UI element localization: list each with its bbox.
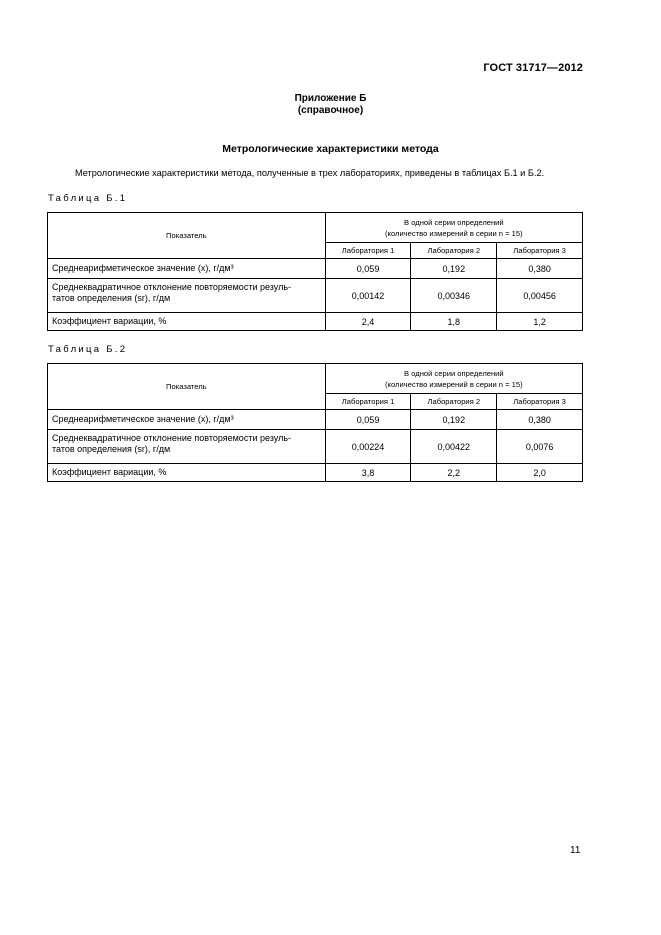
- lab-1-header: Лаборатория 1: [325, 394, 411, 410]
- table-cell: 0,0076: [497, 430, 583, 464]
- table1-caption: Таблица Б.1: [48, 193, 128, 204]
- section-title: Метрологические характеристики метода: [222, 143, 439, 155]
- lab-3-header: Лаборатория 3: [497, 394, 583, 410]
- table2-caption: Таблица Б.2: [48, 344, 128, 355]
- document-code: ГОСТ 31717—2012: [483, 62, 583, 74]
- table-cell: 0,059: [325, 410, 411, 430]
- row-label-line1: Среднеквадратичное отклонение повторяемости резуль-: [52, 282, 292, 292]
- table-cell: 0,059: [325, 259, 411, 279]
- annex-type: (справочное): [297, 105, 364, 116]
- row-label-line2: татов определения (sr), г/дм: [52, 293, 171, 303]
- table-cell: 3,8: [325, 464, 411, 482]
- table-row: [48, 464, 583, 482]
- table-row: [48, 279, 583, 313]
- table-cell: 1,2: [497, 313, 583, 331]
- row-label-line2: татов определения (sr), г/дм: [52, 444, 171, 454]
- row-label-line1: Среднеквадратичное отклонение повторяемости резуль-: [52, 433, 292, 443]
- table-cell: 2,2: [411, 464, 497, 482]
- row-label: Коэффициент вариации, %: [48, 464, 326, 482]
- lab-3-header: Лаборатория 3: [497, 243, 583, 259]
- table-cell: 0,380: [497, 259, 583, 279]
- series-group-header-line2: (количество измерений в серии n = 15): [385, 228, 523, 238]
- row-label: [48, 430, 326, 464]
- table-header-row: [48, 213, 583, 243]
- row-label: Среднеарифметическое значение (x), г/дм³: [48, 259, 326, 279]
- table-cell: 0,00142: [325, 279, 411, 313]
- annex-title: Приложение Б: [294, 93, 367, 104]
- table-row: [48, 313, 583, 331]
- table-cell: 0,00224: [325, 430, 411, 464]
- table-row: [48, 259, 583, 279]
- lab-2-header: Лаборатория 2: [411, 243, 497, 259]
- row-label: [48, 279, 326, 313]
- table-cell: 0,00422: [411, 430, 497, 464]
- table2: [47, 363, 583, 482]
- table-cell: 0,192: [411, 410, 497, 430]
- series-group-header-line2: (количество измерений в серии n = 15): [385, 379, 523, 389]
- series-group-header: [325, 364, 582, 394]
- indicator-header: Показатель: [48, 213, 326, 259]
- table-header-row: [48, 364, 583, 394]
- intro-paragraph: Метрологические характеристики метода, полученные в трех лабораториях, приведены в таблицах Б.1 и Б.2.: [75, 168, 545, 178]
- table-cell: 0,00456: [497, 279, 583, 313]
- table-cell: 2,0: [497, 464, 583, 482]
- table1: [47, 212, 583, 331]
- row-label: Среднеарифметическое значение (x), г/дм³: [48, 410, 326, 430]
- lab-2-header: Лаборатория 2: [411, 394, 497, 410]
- indicator-header: Показатель: [48, 364, 326, 410]
- page-number: 11: [570, 845, 581, 856]
- series-group-header-line1: В одной серии определений: [404, 217, 504, 227]
- series-group-header-line1: В одной серии определений: [404, 368, 504, 378]
- table-cell: 0,380: [497, 410, 583, 430]
- lab-1-header: Лаборатория 1: [325, 243, 411, 259]
- table-row: [48, 410, 583, 430]
- table-row: [48, 430, 583, 464]
- table-cell: 0,00346: [411, 279, 497, 313]
- table-cell: 2,4: [325, 313, 411, 331]
- series-group-header: [325, 213, 582, 243]
- table-cell: 1,8: [411, 313, 497, 331]
- table-cell: 0,192: [411, 259, 497, 279]
- row-label: Коэффициент вариации, %: [48, 313, 326, 331]
